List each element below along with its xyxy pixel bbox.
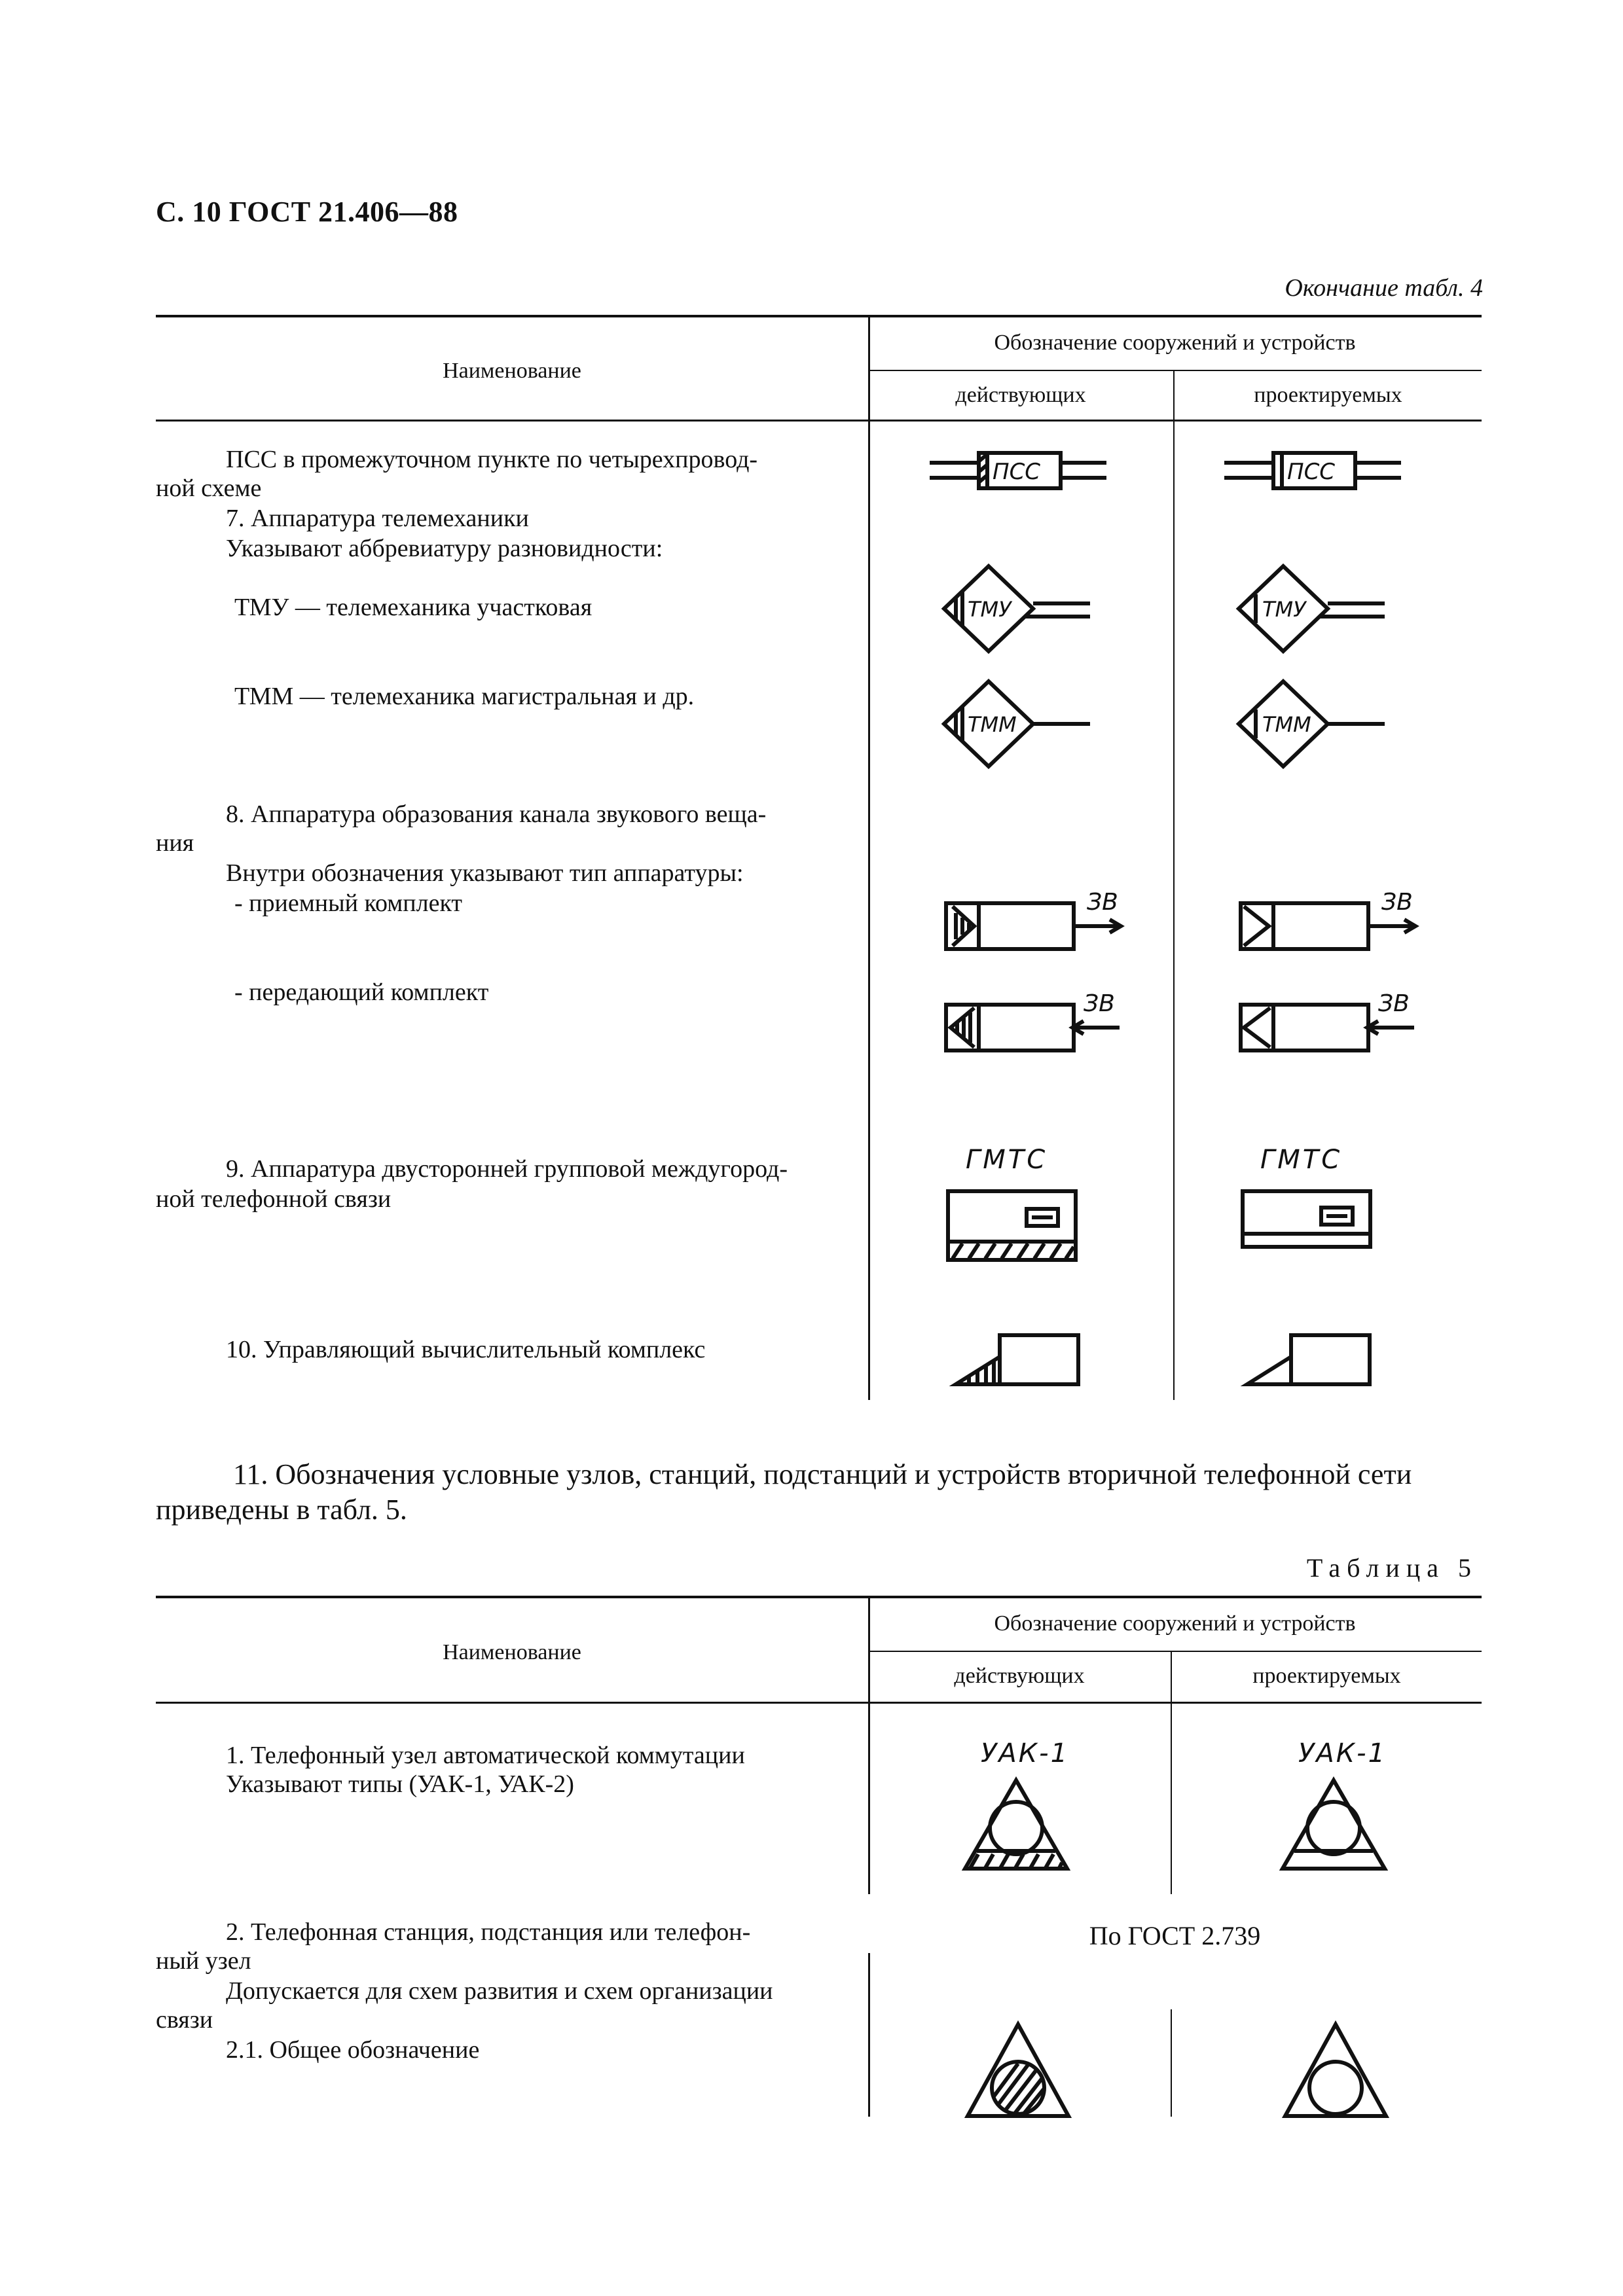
gmts-designed-symbol xyxy=(1237,1142,1381,1266)
table5-col-divider xyxy=(868,1596,870,1894)
gmts-designed-label: ГМТС xyxy=(1260,1145,1343,1175)
table5-row-1-line1: 1. Телефонный узел автоматической коммутации xyxy=(226,1742,745,1769)
page-header: С. 10 ГОСТ 21.406—88 xyxy=(156,196,458,228)
table4-row-8-line1: 8. Аппаратура образования канала звукового веща- xyxy=(226,800,767,828)
table4-head-existing: действующих xyxy=(955,383,1086,407)
tmm-designed-symbol xyxy=(1237,678,1395,770)
table4-row-8-line4: - приемный комплект xyxy=(234,889,463,917)
tmu-existing-label: ТМУ xyxy=(968,597,1012,622)
tmm-designed-label: ТММ xyxy=(1262,712,1311,737)
pss-designed-symbol xyxy=(1218,445,1408,497)
table4-row-pss-line2: ной схеме xyxy=(156,475,262,502)
uvk-designed-symbol xyxy=(1244,1325,1375,1391)
table5-top-rule xyxy=(156,1596,1482,1598)
table5-head-existing: действующих xyxy=(954,1664,1085,1688)
table5-label: Таблица 5 xyxy=(1306,1553,1478,1583)
pss-existing-label: ПСС xyxy=(993,459,1041,485)
table5-head-name: Наименование xyxy=(443,1640,581,1664)
zv-transmit-designed-symbol xyxy=(1237,985,1427,1057)
paragraph-11-line1: 11. Обозначения условные узлов, станций, подстанций и устройств вторичной телефонной сети xyxy=(233,1458,1412,1490)
uak-existing-label: УАК-1 xyxy=(981,1738,1070,1768)
table5-subhead-rule xyxy=(868,1651,1482,1652)
table-continuation-label: Окончание табл. 4 xyxy=(1285,274,1483,302)
pss-designed-label: ПСС xyxy=(1287,459,1336,485)
table5-row-2-line3: Допускается для схем развития и схем организации xyxy=(226,1977,773,2005)
table4-row-9-line1: 9. Аппаратура двусторонней групповой междугород- xyxy=(226,1155,788,1183)
paragraph-11-cont xyxy=(156,1492,1482,1528)
zv-transmit-existing-label: ЗВ xyxy=(1084,990,1115,1017)
gmts-existing-label: ГМТС xyxy=(966,1145,1048,1175)
uak-designed-label: УАК-1 xyxy=(1298,1738,1387,1768)
paragraph-11 xyxy=(156,1457,1482,1492)
zv-transmit-existing-symbol xyxy=(943,985,1133,1057)
table4-head-group: Обозначение сооружений и устройств xyxy=(994,331,1356,355)
table4-col-divider xyxy=(868,315,870,1400)
uak-designed-symbol xyxy=(1280,1734,1411,1878)
tmm-existing-label: ТММ xyxy=(968,712,1017,737)
tmm-existing-symbol xyxy=(943,678,1100,770)
table4-row-8-line3: Внутри обозначения указывают тип аппаратуры: xyxy=(226,859,744,887)
zv-transmit-designed-label: ЗВ xyxy=(1378,990,1410,1017)
table4-head-name: Наименование xyxy=(443,359,581,383)
paragraph-11-line2: приведены в табл. 5. xyxy=(156,1494,407,1526)
pss-existing-symbol xyxy=(923,445,1113,497)
table5-col-divider-lower xyxy=(868,1953,870,2117)
zv-receive-designed-symbol xyxy=(1237,884,1427,956)
zv-receive-existing-label: ЗВ xyxy=(1087,889,1118,916)
table5-subcol-divider-lower xyxy=(1171,2009,1172,2117)
table4-row-7-line1: 7. Аппаратура телемеханики xyxy=(226,505,529,532)
uvk-existing-symbol xyxy=(953,1325,1084,1391)
table5-head-designed: проектируемых xyxy=(1252,1664,1401,1688)
table5-row-1-line2: Указывают типы (УАК-1, УАК-2) xyxy=(226,1770,574,1798)
uak-existing-symbol xyxy=(962,1734,1093,1878)
tmu-existing-symbol xyxy=(943,563,1100,655)
zv-receive-existing-symbol xyxy=(943,884,1133,956)
table5-row-2-reference: По ГОСТ 2.739 xyxy=(1089,1921,1261,1950)
table5-row-2-line2: ный узел xyxy=(156,1947,251,1975)
tmu-designed-label: ТМУ xyxy=(1262,597,1306,622)
table4-row-pss-line1: ПСС в промежуточном пункте по четырехпровод- xyxy=(226,446,758,473)
table4-subhead-rule xyxy=(868,370,1482,371)
table4-row-transmit: - передающий комплект xyxy=(234,978,489,1006)
table5-row-2-line1: 2. Телефонная станция, подстанция или телефон- xyxy=(226,1918,751,1946)
table4-head-rule xyxy=(156,420,1482,422)
table5-head-rule xyxy=(156,1702,1482,1704)
table4-row-9-line2: ной телефонной связи xyxy=(156,1185,392,1213)
table5-head-group: Обозначение сооружений и устройств xyxy=(994,1611,1356,1636)
table5-row-2-line4: связи xyxy=(156,2006,213,2034)
station-general-existing-symbol xyxy=(962,2019,1080,2124)
station-general-designed-symbol xyxy=(1280,2019,1398,2124)
table4-row-10: 10. Управляющий вычислительный комплекс xyxy=(226,1336,706,1363)
table5-row-2-line5: 2.1. Общее обозначение xyxy=(226,2036,480,2064)
table4-subcol-divider xyxy=(1173,370,1175,1400)
table4-row-7-line2: Указывают аббревиатуру разновидности: xyxy=(226,535,663,562)
zv-receive-designed-label: ЗВ xyxy=(1381,889,1413,916)
table4-row-tmu: ТМУ — телемеханика участковая xyxy=(234,594,593,621)
table4-row-8-line2: ния xyxy=(156,829,194,857)
table4-top-rule xyxy=(156,315,1482,317)
table4-row-tmm: ТММ — телемеханика магистральная и др. xyxy=(234,683,695,710)
tmu-designed-symbol xyxy=(1237,563,1395,655)
table4-head-designed: проектируемых xyxy=(1254,383,1402,407)
gmts-existing-symbol xyxy=(943,1142,1087,1266)
